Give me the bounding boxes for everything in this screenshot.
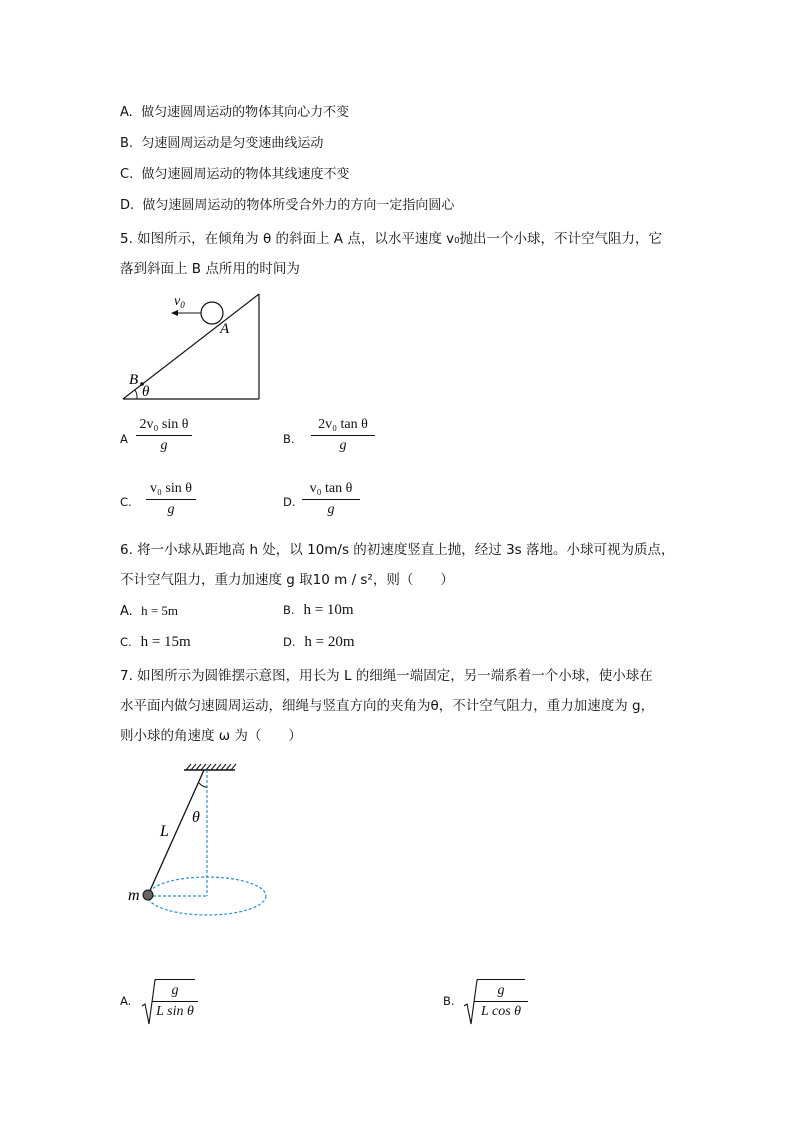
q6-option-c [120, 633, 191, 651]
option-text: h = 15m [140, 634, 191, 650]
angle-arc [199, 783, 207, 787]
radical-vinculum [155, 979, 195, 980]
fraction-bar [146, 499, 196, 500]
option-text: 匀速圆周运动是匀变速曲线运动 [141, 136, 324, 151]
option-text: h = 20m [304, 634, 355, 650]
q4-option-b [120, 135, 323, 153]
option-letter: C. [120, 167, 134, 182]
q6-option-a [120, 602, 178, 621]
q5-stem-line1: 5. 如图所示，在倾角为 θ 的斜面上 A 点，以水平速度 v₀抛出一个小球，不计空气阻力，它 [120, 231, 663, 247]
numerator: 2v₀ sin θ [139, 417, 189, 432]
label-a: A [220, 321, 230, 337]
option-letter: A. [120, 105, 133, 120]
option-letter: C. [120, 635, 132, 649]
angle-arc [135, 390, 137, 399]
denominator: g [160, 438, 168, 453]
option-letter: A. [120, 604, 133, 619]
option-text: 做匀速圆周运动的物体其向心力不变 [141, 105, 350, 120]
option-letter: D. [120, 198, 135, 213]
q7-option-a-letter: A. [120, 994, 132, 1008]
denominator: L sin θ [156, 1004, 194, 1019]
q7-stem-line3: 则小球的角速度 ω 为（ ） [120, 728, 302, 744]
option-text: h = 5m [141, 603, 179, 618]
label-b: B [129, 372, 139, 388]
option-text: 做匀速圆周运动的物体所受合外力的方向一定指向圆心 [142, 198, 455, 213]
radical-vinculum [477, 979, 525, 980]
numerator: g [171, 983, 179, 998]
option-letter: B. [120, 136, 134, 151]
ceiling-hatch [186, 764, 236, 770]
denominator: g [327, 502, 335, 517]
numerator: 2v₀ tan θ [318, 417, 368, 432]
q5-option-b-fraction [311, 417, 375, 454]
ball [143, 890, 153, 900]
q7-stem-line1: 7. 如图所示为圆锥摆示意图，用长为 L 的细绳一端固定，另一端系着一个小球，使小球在 [120, 668, 653, 684]
label-v0: $v_0$ [174, 294, 185, 310]
q5-option-a-fraction [136, 417, 192, 454]
q7-option-a-fraction [152, 983, 198, 1020]
q5-option-d-fraction [302, 481, 360, 518]
denominator: L cos θ [480, 1004, 522, 1019]
q5-option-b-letter: B. [283, 432, 295, 446]
q5-stem-line2: 落到斜面上 B 点所用的时间为 [120, 261, 300, 277]
label-theta: θ [192, 809, 200, 826]
denominator: g [339, 438, 347, 453]
fraction-bar [311, 435, 375, 436]
label-theta: θ [142, 384, 150, 400]
fraction-bar [152, 1001, 198, 1002]
option-letter: D. [283, 635, 296, 649]
numerator: g [497, 983, 505, 998]
q6-stem-line1: 6. 将一小球从距地高 h 处，以 10m/s 的初速度竖直上抛，经过 3s 落地。小球可视为质点， [120, 542, 675, 558]
q6-option-d [283, 633, 355, 651]
q4-option-a [120, 104, 349, 122]
fraction-bar [302, 499, 360, 500]
q7-stem-line2: 水平面内做匀速圆周运动，细绳与竖直方向的夹角为θ，不计空气阻力，重力加速度为 g， [120, 698, 655, 714]
option-text: 做匀速圆周运动的物体其线速度不变 [141, 167, 350, 182]
numerator: v₀ tan θ [309, 481, 353, 496]
q6-stem-line2: 不计空气阻力，重力加速度 g 取10 m / s²，则（ ） [120, 572, 454, 588]
q5-option-c-letter: C. [120, 495, 132, 509]
fraction-bar [474, 1001, 528, 1002]
fraction-bar [136, 435, 192, 436]
q4-option-c [120, 166, 350, 184]
label-l: L [160, 823, 169, 840]
conical-pendulum-figure [120, 760, 280, 920]
q5-option-c-fraction [146, 481, 196, 518]
q7-option-b-letter: B. [443, 994, 455, 1008]
option-text: h = 10m [303, 602, 354, 618]
q7-option-b-fraction [474, 983, 528, 1020]
q5-option-a-letter: A [120, 432, 128, 446]
incline-figure [115, 288, 275, 406]
numerator: v₀ sin θ [150, 481, 192, 496]
string [148, 770, 204, 895]
velocity-arrowhead [171, 310, 178, 316]
denominator: g [167, 502, 175, 517]
label-m: m [128, 887, 140, 904]
q5-option-d-letter: D. [283, 495, 296, 509]
q6-option-b [283, 601, 354, 619]
q4-option-d [120, 197, 454, 215]
option-letter: B. [283, 603, 295, 617]
